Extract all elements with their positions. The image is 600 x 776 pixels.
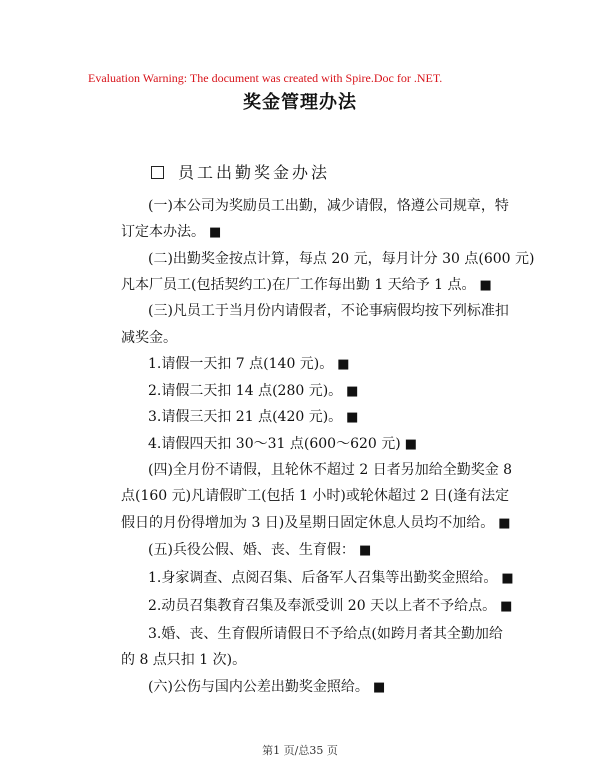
list-item: 2.动员召集教育召集及奉派受训 20 天以上者不予给点。 ■: [148, 598, 513, 614]
list-item: 1.身家调查、点阅召集、后备军人召集等出勤奖金照给。 ■: [148, 570, 514, 586]
bullet-square-icon: ■: [498, 516, 511, 531]
paragraph-line: (一)本公司为奖励员工出勤，减少请假，恪遵公司规章，特: [148, 198, 509, 214]
list-item: 3.婚、丧、生育假所请假日不予给点(如跨月者其全勤加给: [148, 626, 503, 642]
paragraph-line: (三)凡员工于当月份内请假者，不论事病假均按下列标准扣: [148, 303, 509, 319]
list-item: 的 8 点只扣 1 次)。: [121, 652, 247, 668]
page-footer: 第1 页/总35 页: [262, 744, 338, 757]
section-heading-text: 员工出勤奖金办法: [178, 163, 331, 182]
bullet-square-icon: ■: [209, 225, 222, 240]
paragraph-line: 订定本办法。 ■: [121, 224, 222, 240]
evaluation-warning: Evaluation Warning: The document was created with Spire.Doc for .NET.: [88, 71, 443, 85]
list-item: 4.请假四天扣 30～31 点(600～620 元) ■: [148, 436, 418, 452]
list-item: 2.请假二天扣 14 点(280 元)。 ■: [148, 383, 359, 399]
paragraph-line: (二)出勤奖金按点计算，每点 20 元，每月计分 30 点(600 元): [148, 251, 535, 267]
paragraph-line: 假日的月份得增加为 3 日)及星期日固定休息人员均不加给。 ■: [121, 515, 511, 531]
bullet-square-icon: ■: [479, 278, 492, 293]
paragraph-line: (五)兵役公假、婚、丧、生育假： ■: [148, 542, 372, 558]
list-item: 3.请假三天扣 21 点(420 元)。 ■: [148, 409, 359, 425]
bullet-square-icon: ■: [358, 543, 372, 558]
paragraph-line: (六)公伤与国内公差出勤奖金照给。 ■: [148, 679, 386, 695]
list-item: 1.请假一天扣 7 点(140 元)。 ■: [148, 356, 350, 372]
checkbox-icon: [151, 166, 164, 179]
document-title: 奖金管理办法: [243, 92, 357, 113]
paragraph-line: 凡本厂员工(包括契约工)在厂工作每出勤 1 天给予 1 点。 ■: [121, 277, 492, 293]
section-heading: [151, 160, 330, 183]
paragraph-line: 点(160 元)凡请假旷工(包括 1 小时)或轮休超过 2 日(逢有法定: [121, 488, 510, 504]
bullet-square-icon: ■: [404, 437, 418, 452]
bullet-square-icon: ■: [500, 599, 513, 614]
bullet-square-icon: ■: [346, 384, 359, 399]
paragraph-line: 减奖金。: [121, 330, 177, 346]
paragraph-line: (四)全月份不请假，且轮休不超过 2 日者另加给全勤奖金 8: [148, 462, 513, 478]
bullet-square-icon: ■: [372, 680, 386, 695]
bullet-square-icon: ■: [337, 357, 350, 372]
bullet-square-icon: ■: [346, 410, 359, 425]
bullet-square-icon: ■: [501, 571, 514, 586]
